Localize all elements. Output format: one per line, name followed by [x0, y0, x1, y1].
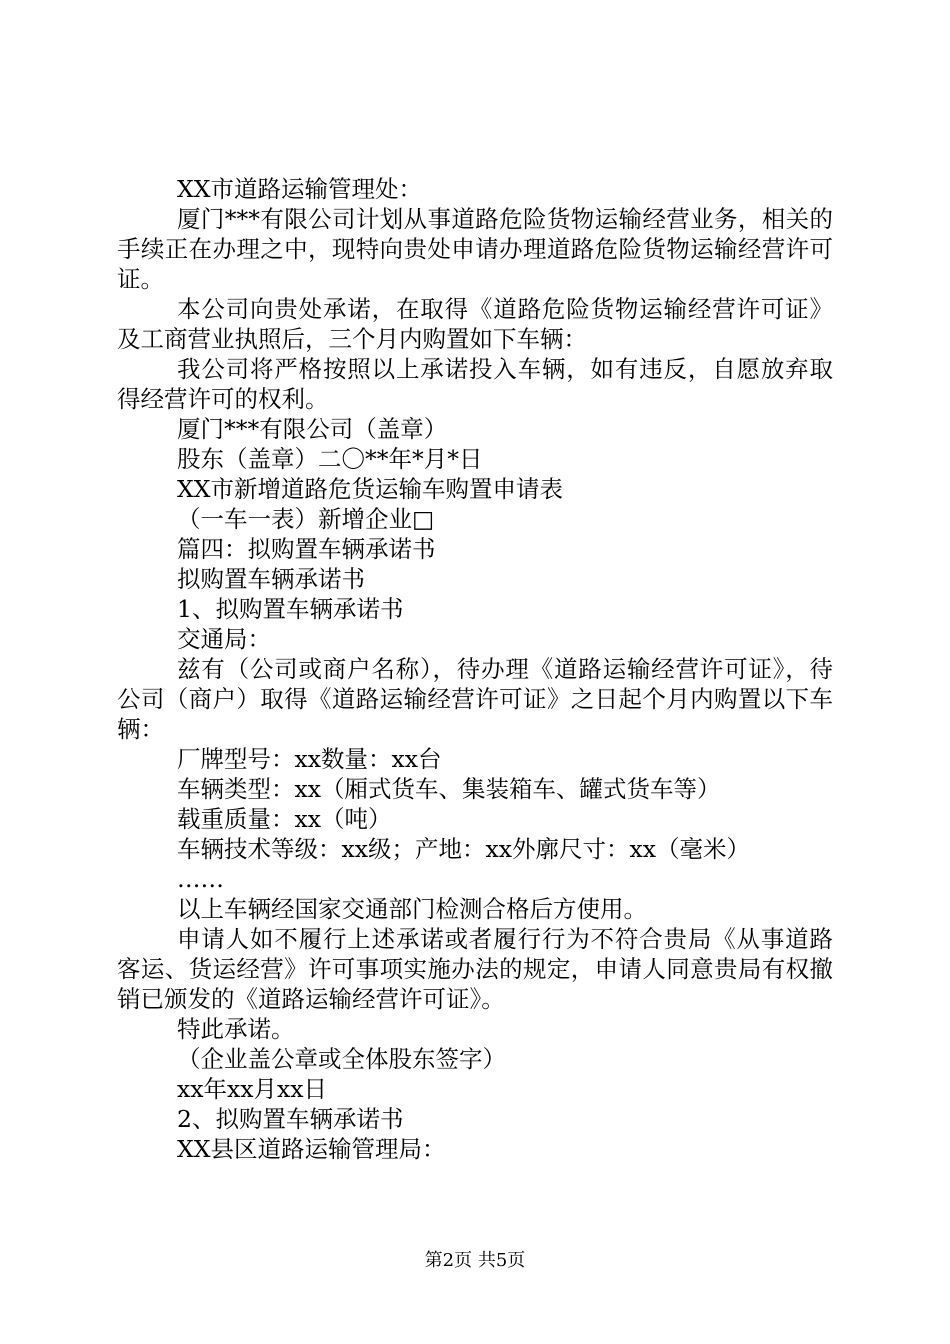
vehicle-detail-line: 厂牌型号：xx数量：xx台 — [177, 745, 442, 773]
document-body — [117, 174, 833, 1164]
salutation: XX市道路运输管理处： — [177, 175, 422, 203]
section-title: 拟购置车辆承诺书 — [177, 565, 365, 593]
signature-note: （企业盖公章或全体股东签字） — [177, 1045, 506, 1073]
signature-line: 厦门***有限公司（盖章） — [177, 415, 448, 443]
body-paragraph: 我公司将严格按照以上承诺投入车辆，如有违反，自愿放弃取得经营许可的权利。 — [117, 355, 833, 413]
form-subtitle: （一车一表）新增企业□ — [177, 505, 435, 533]
vehicle-detail-line: 车辆类型：xx（厢式货车、集装箱车、罐式货车等） — [177, 775, 721, 803]
subsection-title: 2、拟购置车辆承诺书 — [177, 1105, 404, 1133]
body-paragraph: 兹有（公司或商户名称），待办理《道路运输经营许可证》，待公司（商户）取得《道路运输经营许可证》之日起个月内购置以下车辆： — [117, 655, 833, 743]
vehicle-detail-line: 载重质量：xx（吨） — [177, 805, 392, 833]
body-paragraph: 厦门***有限公司计划从事道路危险货物运输经营业务，相关的手续正在办理之中，现特向贵处申请办理道路危险货物运输经营许可证。 — [117, 205, 833, 293]
body-paragraph: 本公司向贵处承诺，在取得《道路危险货物运输经营许可证》及工商营业执照后，三个月内购置如下车辆： — [117, 295, 833, 353]
closing-line: 特此承诺。 — [177, 1015, 295, 1043]
salutation: 交通局： — [177, 625, 271, 653]
subsection-title: 1、拟购置车辆承诺书 — [177, 595, 404, 623]
date-line: xx年xx月xx日 — [177, 1075, 328, 1103]
section-heading: 篇四：拟购置车辆承诺书 — [177, 535, 436, 563]
page-footer: 第2页 共5页 — [424, 1250, 526, 1271]
body-paragraph: 申请人如不履行上述承诺或者履行行为不符合贵局《从事道路客运、货运经营》许可事项实施办法的规定，申请人同意贵局有权撤销已颁发的《道路运输经营许可证》。 — [117, 925, 833, 1013]
body-paragraph: 以上车辆经国家交通部门检测合格后方使用。 — [177, 895, 647, 923]
salutation: XX县区道路运输管理局： — [177, 1135, 446, 1163]
form-title: XX市新增道路危货运输车购置申请表 — [177, 475, 563, 503]
vehicle-detail-line: 车辆技术等级：xx级；产地：xx外廓尺寸：xx（毫米） — [177, 835, 751, 863]
date-line: 股东（盖章）二〇**年*月*日 — [177, 445, 483, 473]
ellipsis-line: …… — [177, 865, 224, 893]
